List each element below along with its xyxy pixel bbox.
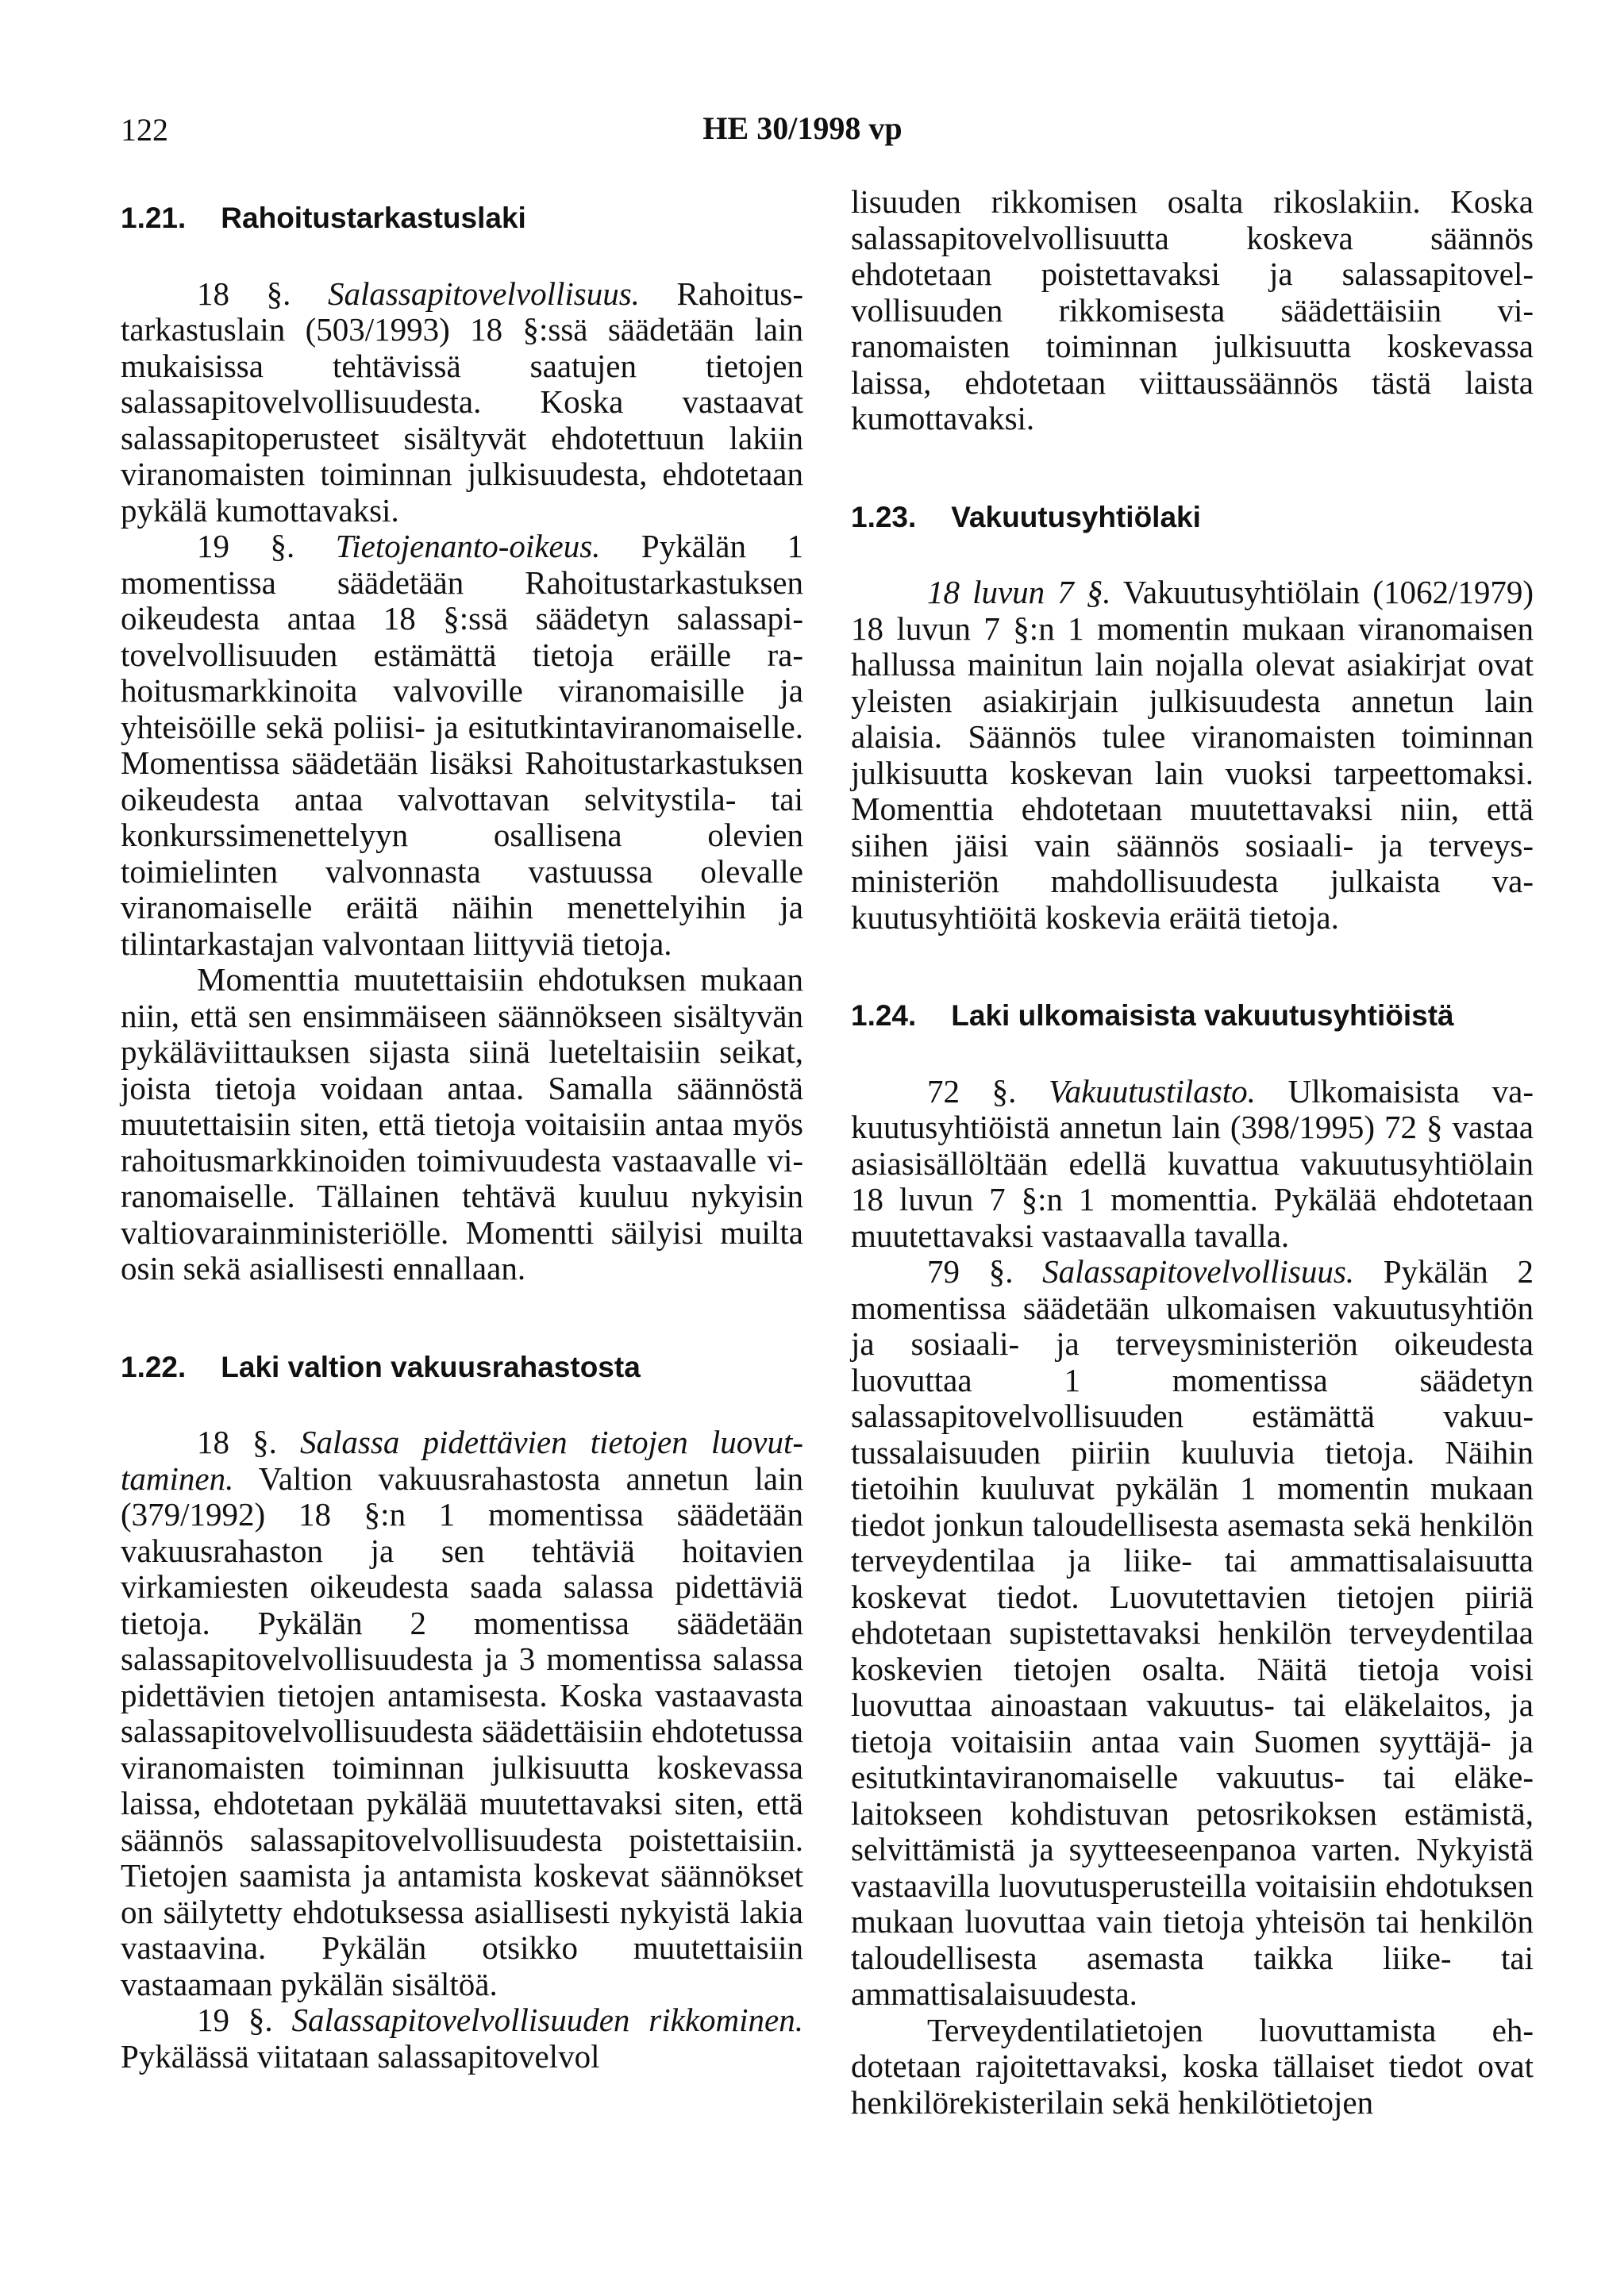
right-column xyxy=(851,184,1534,2121)
section-title: Vakuutusyhtiölaki xyxy=(951,500,1201,533)
paragraph-number: 72 §. xyxy=(927,1072,1049,1110)
paragraph-text: Vakuutusyhtiölain (1062/1979) 18 luvun 7 §:n 1 momentin mukaan viranomaisen hallussa mainitun lain nojalla olevat asiakirjat ovat yleisten asiakirjain julkisuudesta annetun lain alaisia. Säännös tulee viranomaisten toiminnan julkisuutta koskevan lain vuoksi tarpeettomaksi. Momenttia ehdotetaan muutettavaksi niin, että siihen jäisi vain säännös sosiaali- ja terveysministeriön mahdollisuudesta julkaista vakuutusyhtiöitä koskevia eräitä tietoja. xyxy=(851,574,1534,936)
running-title: HE 30/1998 vp xyxy=(702,110,903,146)
paragraph-text: Ulkomaisista vakuutusyhtiöistä annetun lain (398/1995) 72 § vastaa asiasisällöltään edellä kuvattua vakuutusyhtiölain 18 luvun 7 §:n 1 momenttia. Pykälää ehdotetaan muutettavaksi vastaavalla tavalla. xyxy=(851,1072,1534,1254)
paragraph-continuation: lisuuden rikkomisen osalta rikoslakiin. Koska salassapitovelvollisuutta koskeva säännös ehdotetaan poistettavaksi ja salassapitovelvollisuuden rikkomisesta säädettäisiin viranomaisten toiminnan julkisuutta koskevassa laissa, ehdotetaan viittaussäännös tästä laista kumottavaksi. xyxy=(851,183,1534,437)
paragraph-number: 79 §. xyxy=(927,1253,1043,1290)
section-heading-1-22 xyxy=(121,1349,803,1386)
paragraph-number: 18 §. xyxy=(197,1424,301,1460)
paragraph-number: 18 luvun 7 §. xyxy=(927,574,1111,610)
paragraph-text: Valtion vakuusrahastosta annetun lain (379/1992) 18 §:n 1 momentissa säädetään vakuusrahaston ja sen tehtäviä hoitavien virkamiesten oikeudesta saada salassa pidettäviä tietoja. Pykälän 2 momentissa säädetään salassapitovelvollisuudesta ja 3 momentissa salassa pidettävien tietojen antamisesta. Koska vastaavasta salassapitovelvollisuudesta säädettäisiin ehdotetussa viranomaisten toiminnan julkisuutta koskevassa laissa, ehdotetaan pykälää muutettavaksi siten, että säännös salassapitovelvollisuudesta poistettaisiin. Tietojen saamista ja antamista koskevat säännökset on säilytetty ehdotuksessa asiallisesti nykyistä lakia vastaavina. Pykälän otsikko muutettaisiin vastaamaan pykälän sisältöä. xyxy=(121,1460,803,2002)
section-title: Rahoitustarkastuslaki xyxy=(221,202,526,234)
paragraph xyxy=(121,1425,803,2002)
section-number: 1.23. xyxy=(851,500,917,533)
paragraph-title: Tietojenanto-oikeus. xyxy=(335,528,601,564)
paragraph-number: 19 §. xyxy=(197,528,336,564)
paragraph-title: Salassa pidettävien tietojen luovuttaminen. xyxy=(121,1424,803,1497)
section-number: 1.21. xyxy=(121,202,187,234)
paragraph xyxy=(121,2002,803,2075)
section-heading-1-24 xyxy=(851,998,1534,1034)
left-column xyxy=(121,184,803,2075)
paragraph xyxy=(851,1074,1534,1255)
paragraph-title: Salassapitovelvollisuuden rikkominen. xyxy=(291,2002,804,2038)
section-heading-1-23 xyxy=(851,499,1534,536)
paragraph-title: Salassapitovelvollisuus. xyxy=(328,275,640,312)
paragraph-title: Salassapitovelvollisuus. xyxy=(1042,1253,1355,1290)
paragraph-text: Pykälässä viitataan salassapitovelvol xyxy=(121,2037,600,2075)
paragraph-number: 18 §. xyxy=(197,275,329,312)
section-title: Laki valtion vakuusrahastosta xyxy=(221,1350,641,1383)
paragraph: Terveydentilatietojen luovuttamista ehdotetaan rajoitettavaksi, koska tällaiset tiedot ovat henkilörekisterilain sekä henkilötietojen xyxy=(851,2011,1534,2121)
section-number: 1.22. xyxy=(121,1350,187,1383)
paragraph xyxy=(121,276,803,529)
paragraph xyxy=(851,575,1534,936)
paragraph xyxy=(121,529,803,962)
paragraph-title: Vakuutustilasto. xyxy=(1049,1072,1256,1110)
paragraph-text: Rahoitustarkastuslain (503/1993) 18 §:ssä säädetään lain mukaisissa tehtävissä saatujen tietojen salassapitovelvollisuudesta. Koska vastaavat salassapitoperusteet sisältyvät ehdotettuun lakiin viranomaisten toiminnan julkisuudesta, ehdotetaan pykälä kumottavaksi. xyxy=(121,275,803,529)
paragraph-number: 19 §. xyxy=(197,2002,292,2038)
page-number: 122 xyxy=(121,112,168,148)
section-heading-1-21 xyxy=(121,200,803,237)
paragraph xyxy=(851,1254,1534,2013)
paragraph-text: Pykälän 2 momentissa säädetään ulkomaisen vakuutusyhtiön ja sosiaali- ja terveysministeriön oikeudesta luovuttaa 1 momentissa säädetyn salassapitovelvollisuuden estämättä vakuutussalaisuuden piiriin kuuluvia tietoja. Näihin tietoihin kuuluvat pykälän 1 momentin mukaan tiedot jonkun taloudellisesta asemasta sekä henkilön terveydentilaa ja liike- tai ammattisalaisuutta koskevat tiedot. Luovutettavien tietojen piiriä ehdotetaan supistettavaksi henkilön terveydentilaa koskevien tietojen osalta. Näitä tietoja voisi luovuttaa ainoastaan vakuutus- tai eläkelaitos, ja tietoja voitaisiin antaa vain Suomen syyttäjä- ja esitutkintaviranomaiselle vakuutus- tai eläkelaitokseen kohdistuvan petosrikoksen estämistä, selvittämistä ja syytteeseenpanoa varten. Nykyistä vastaavilla luovutusperusteilla voitaisiin ehdotuksen mukaan luovuttaa vain tietoja yhteisön tai henkilön taloudellisesta asemasta taikka liike- tai ammattisalaisuudesta. xyxy=(851,1253,1534,2012)
paragraph: Momenttia muutettaisiin ehdotuksen mukaan niin, että sen ensimmäiseen säännökseen sisältyvän pykäläviittauksen sijasta siinä lueteltaisiin seikat, joista tietoja voidaan antaa. Samalla säännöstä muutettaisiin siten, että tietoja voitaisiin antaa myös rahoitusmarkkinoiden toimivuudesta vastaavalle viranomaiselle. Tällainen tehtävä kuuluu nykyisin valtiovarainministeriölle. Momentti säilyisi muilta osin sekä asiallisesti ennallaan. xyxy=(121,961,803,1286)
paragraph-text: Pykälän 1 momentissa säädetään Rahoitustarkastuksen oikeudesta antaa 18 §:ssä säädetyn salassapitovelvollisuuden estämättä tietoja eräille rahoitusmarkkinoita valvoville viranomaisille ja yhteisöille sekä poliisi- ja esitutkintaviranomaiselle. Momentissa säädetään lisäksi Rahoitustarkastuksen oikeudesta antaa valvottavan selvitystila- tai konkurssimenettelyyn osallisena olevien toimielinten valvonnasta vastuussa olevalle viranomaiselle eräitä näihin menettelyihin ja tilintarkastajan valvontaan liittyviä tietoja. xyxy=(121,528,803,962)
section-title: Laki ulkomaisista vakuutusyhtiöistä xyxy=(951,999,1454,1032)
section-number: 1.24. xyxy=(851,999,917,1032)
